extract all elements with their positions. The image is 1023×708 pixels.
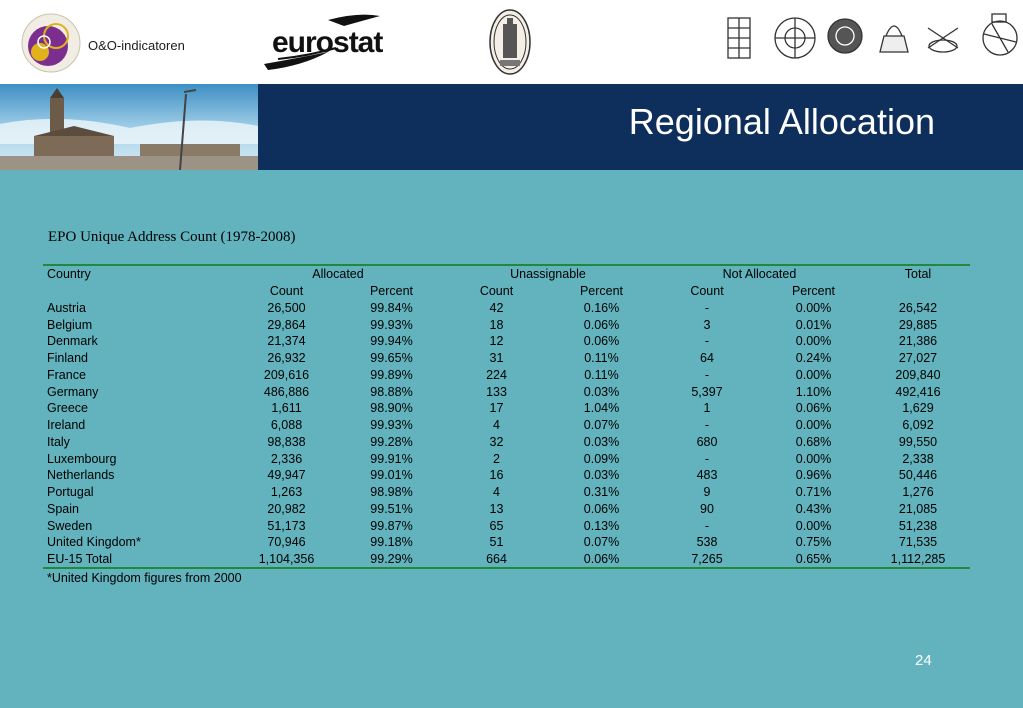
eurostat-logo-text: eurostat — [272, 26, 383, 59]
sub-header-not-allocated-count: Count — [690, 284, 724, 299]
table-row — [43, 333, 970, 350]
cell-allocated-count: 26,932 — [267, 351, 306, 366]
cell-unassignable-percent: 0.13% — [583, 518, 620, 533]
table-row — [43, 350, 970, 367]
cell-total: 21,085 — [898, 501, 938, 516]
cell-total: 1,276 — [902, 485, 934, 500]
cell-country: Portugal — [47, 485, 94, 500]
cell-not-allocated-percent: 0.75% — [795, 535, 832, 550]
sub-header-not-allocated-percent: Percent — [791, 284, 836, 299]
cell-country: Austria — [47, 300, 86, 315]
table-row — [43, 517, 970, 534]
table-row — [43, 417, 970, 434]
cell-allocated-count: 49,947 — [267, 468, 306, 483]
cell-unassignable-count: 13 — [489, 501, 504, 516]
cell-not-allocated-percent: 0.68% — [795, 434, 832, 449]
cell-not-allocated-percent: 0.00% — [795, 300, 832, 315]
cell-unassignable-count: 65 — [489, 518, 504, 533]
cell-not-allocated-percent: 0.00% — [795, 451, 832, 466]
cell-allocated-count: 21,374 — [267, 334, 306, 349]
table-row — [43, 316, 970, 333]
cell-allocated-count: 2,336 — [270, 451, 303, 466]
cell-unassignable-count: 224 — [486, 367, 507, 382]
cell-total: 26,542 — [898, 300, 938, 315]
cell-allocated-percent: 98.88% — [370, 384, 413, 399]
cell-allocated-percent: 99.84% — [370, 300, 413, 315]
cell-total: 99,550 — [898, 434, 938, 449]
cell-country: Greece — [47, 401, 88, 416]
cell-not-allocated-count: - — [704, 367, 710, 382]
cell-allocated-count: 29,864 — [267, 317, 306, 332]
cell-total: 21,386 — [898, 334, 938, 349]
cell-not-allocated-count: - — [704, 451, 710, 466]
table-row — [43, 383, 970, 400]
cell-unassignable-percent: 0.11% — [584, 367, 619, 382]
cell-unassignable-percent: 0.03% — [583, 468, 620, 483]
cell-total: 492,416 — [895, 384, 941, 399]
cell-allocated-count: 6,088 — [270, 418, 303, 433]
oo-indicatoren-logo-text: O&O-indicatoren — [88, 38, 185, 53]
cell-unassignable-percent: 1.04% — [583, 401, 620, 416]
cell-allocated-count: 20,982 — [267, 501, 306, 516]
cell-unassignable-percent: 0.11% — [584, 351, 619, 366]
cell-total: 29,885 — [898, 317, 938, 332]
faculty-emblems-icon — [722, 12, 1022, 64]
cell-not-allocated-percent: 0.00% — [795, 518, 832, 533]
university-seal-icon — [488, 8, 532, 76]
cell-not-allocated-percent: 0.96% — [795, 468, 832, 483]
cell-unassignable-percent: 0.03% — [583, 384, 620, 399]
cell-unassignable-count: 16 — [489, 468, 504, 483]
column-header-country: Country — [47, 267, 91, 282]
cell-country: EU-15 Total — [47, 552, 113, 567]
cell-allocated-percent: 99.65% — [370, 351, 413, 366]
table-caption: EPO Unique Address Count (1978-2008) — [48, 229, 296, 245]
address-count-table — [43, 266, 970, 568]
cell-country: Finland — [47, 351, 88, 366]
column-header-unassignable: Unassignable — [510, 267, 586, 282]
cell-country: Sweden — [47, 518, 93, 533]
cell-unassignable-count: 133 — [486, 384, 507, 399]
cell-not-allocated-count: - — [704, 334, 710, 349]
sub-header-unassignable-count: Count — [479, 284, 514, 299]
table-row — [43, 367, 970, 384]
cell-allocated-percent: 99.89% — [370, 367, 413, 382]
cell-allocated-count: 486,886 — [263, 384, 310, 399]
table-row — [43, 551, 970, 568]
cell-not-allocated-count: 483 — [696, 468, 718, 483]
cell-unassignable-count: 17 — [489, 401, 504, 416]
cell-allocated-count: 1,611 — [271, 401, 302, 416]
cell-allocated-count: 98,838 — [267, 434, 306, 449]
cell-unassignable-percent: 0.06% — [583, 501, 620, 516]
cell-not-allocated-percent: 0.24% — [795, 351, 832, 366]
cell-country: Italy — [47, 434, 70, 449]
cell-country: Denmark — [47, 334, 98, 349]
cell-allocated-count: 209,616 — [263, 367, 310, 382]
cell-total: 1,629 — [902, 401, 934, 416]
cell-allocated-percent: 99.51% — [370, 501, 413, 516]
cell-not-allocated-count: - — [704, 518, 710, 533]
cell-allocated-percent: 99.94% — [370, 334, 413, 349]
cell-country: United Kingdom* — [47, 535, 141, 550]
column-header-total: Total — [904, 267, 932, 282]
cell-unassignable-count: 18 — [489, 317, 504, 332]
cell-unassignable-percent: 0.03% — [583, 434, 620, 449]
cell-allocated-percent: 99.18% — [370, 535, 413, 550]
cell-not-allocated-percent: 0.43% — [795, 501, 832, 516]
cell-country: Ireland — [47, 418, 86, 433]
cell-allocated-percent: 98.98% — [370, 485, 413, 500]
cell-country: Spain — [47, 501, 79, 516]
sub-header-empty — [43, 283, 233, 300]
page-title: Regional Allocation — [628, 101, 935, 142]
cell-allocated-percent: 99.87% — [370, 518, 413, 533]
cell-not-allocated-count: - — [704, 418, 710, 433]
table-body — [43, 266, 970, 568]
sub-header-allocated-percent: Percent — [369, 284, 414, 299]
cell-unassignable-count: 51 — [489, 535, 504, 550]
table-row — [43, 534, 970, 551]
cell-total: 2,338 — [902, 451, 934, 466]
column-header-not-allocated: Not Allocated — [722, 267, 797, 282]
cell-not-allocated-percent: 0.00% — [795, 334, 832, 349]
city-skyline-photo — [0, 84, 258, 170]
cell-total: 1,112,285 — [890, 552, 946, 567]
cell-not-allocated-percent: 0.00% — [795, 418, 832, 433]
oo-indicatoren-logo — [20, 12, 82, 74]
cell-unassignable-count: 12 — [489, 334, 504, 349]
table-footnote: *United Kingdom figures from 2000 — [47, 571, 242, 585]
cell-allocated-percent: 99.28% — [370, 434, 413, 449]
table-group-header-row — [43, 266, 970, 283]
table-row — [43, 434, 970, 451]
cell-allocated-count: 70,946 — [267, 535, 306, 550]
cell-unassignable-percent: 0.07% — [583, 535, 620, 550]
cell-not-allocated-count: 90 — [700, 501, 714, 516]
cell-total: 209,840 — [895, 367, 941, 382]
cell-not-allocated-percent: 0.01% — [795, 317, 832, 332]
cell-allocated-count: 26,500 — [267, 300, 306, 315]
sub-header-empty — [866, 283, 970, 300]
cell-unassignable-percent: 0.06% — [583, 552, 620, 567]
cell-not-allocated-count: 7,265 — [691, 552, 723, 567]
cell-total: 51,238 — [898, 518, 938, 533]
cell-unassignable-count: 2 — [493, 451, 500, 466]
cell-unassignable-count: 664 — [486, 552, 507, 567]
cell-allocated-percent: 99.93% — [370, 317, 413, 332]
cell-allocated-percent: 99.01% — [370, 468, 413, 483]
cell-not-allocated-percent: 1.10% — [795, 384, 832, 399]
cell-country: Belgium — [47, 317, 93, 332]
sub-header-allocated-count: Count — [269, 284, 304, 299]
cell-unassignable-percent: 0.06% — [583, 334, 620, 349]
cell-not-allocated-count: 5,397 — [691, 384, 723, 399]
cell-unassignable-percent: 0.09% — [583, 451, 620, 466]
cell-allocated-percent: 99.29% — [370, 552, 413, 567]
cell-unassignable-count: 42 — [489, 300, 504, 315]
cell-country: Netherlands — [47, 468, 115, 483]
cell-unassignable-count: 31 — [489, 351, 504, 366]
cell-unassignable-count: 4 — [493, 418, 500, 433]
cell-not-allocated-count: 3 — [703, 317, 711, 332]
cell-unassignable-percent: 0.31% — [583, 485, 620, 500]
table-row — [43, 300, 970, 317]
cell-allocated-count: 1,263 — [270, 485, 303, 500]
cell-country: Germany — [47, 384, 99, 399]
cell-country: France — [47, 367, 86, 382]
cell-unassignable-percent: 0.07% — [583, 418, 620, 433]
cell-total: 71,535 — [898, 535, 938, 550]
cell-not-allocated-count: - — [704, 300, 710, 315]
cell-not-allocated-count: 9 — [703, 485, 711, 500]
cell-allocated-percent: 98.90% — [370, 401, 413, 416]
cell-total: 6,092 — [902, 418, 934, 433]
table-row — [43, 501, 970, 518]
cell-total: 50,446 — [898, 468, 938, 483]
cell-not-allocated-count: 680 — [696, 434, 718, 449]
cell-country: Luxembourg — [47, 451, 117, 466]
cell-unassignable-percent: 0.16% — [583, 300, 620, 315]
cell-allocated-percent: 99.91% — [370, 451, 413, 466]
table-row — [43, 400, 970, 417]
cell-not-allocated-percent: 0.06% — [795, 401, 832, 416]
cell-not-allocated-percent: 0.00% — [795, 367, 832, 382]
cell-unassignable-percent: 0.06% — [583, 317, 620, 332]
page-number: 24 — [915, 652, 932, 669]
cell-unassignable-count: 4 — [493, 485, 500, 500]
cell-unassignable-count: 32 — [489, 434, 504, 449]
cell-not-allocated-count: 538 — [696, 535, 718, 550]
cell-not-allocated-percent: 0.65% — [795, 552, 832, 567]
table-row — [43, 484, 970, 501]
cell-total: 27,027 — [898, 351, 938, 366]
cell-not-allocated-count: 1 — [703, 401, 711, 416]
table-row — [43, 450, 970, 467]
sub-header-unassignable-percent: Percent — [579, 284, 624, 299]
cell-not-allocated-percent: 0.71% — [795, 485, 832, 500]
cell-allocated-count: 51,173 — [267, 518, 306, 533]
column-header-allocated: Allocated — [312, 267, 364, 282]
cell-allocated-percent: 99.93% — [370, 418, 413, 433]
table-sub-header-row — [43, 283, 970, 300]
table-row — [43, 467, 970, 484]
cell-allocated-count: 1,104,356 — [258, 552, 315, 567]
cell-not-allocated-count: 64 — [700, 351, 714, 366]
